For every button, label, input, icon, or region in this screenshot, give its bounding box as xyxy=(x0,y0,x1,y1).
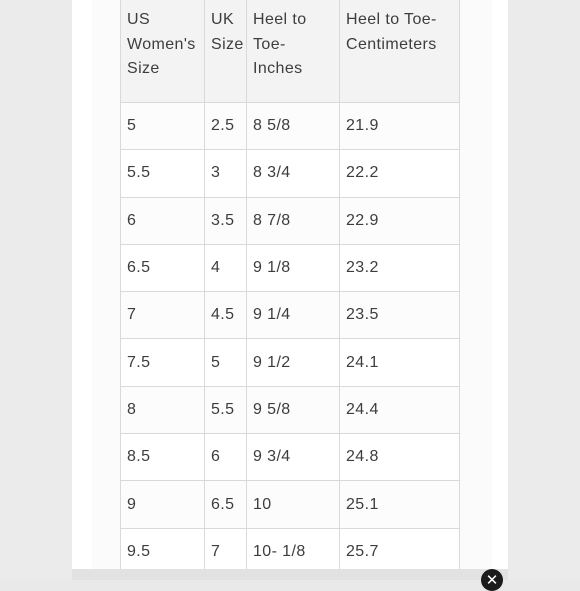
close-icon[interactable]: ✕ xyxy=(481,569,503,591)
cell-inches: 9 1/2 xyxy=(247,339,340,386)
cell-centimeters: 25.7 xyxy=(340,528,460,575)
header-heel-to-toe-cm: Heel to Toe- Centimeters xyxy=(340,0,460,103)
table-row xyxy=(121,103,460,150)
cell-uk-size: 3.5 xyxy=(205,197,247,244)
cell-inches: 9 3/4 xyxy=(247,434,340,481)
cell-uk-size: 6 xyxy=(205,434,247,481)
size-chart-table xyxy=(120,0,460,576)
cell-us-size: 9 xyxy=(121,481,205,528)
cell-centimeters: 21.9 xyxy=(340,103,460,150)
table-row xyxy=(121,434,460,481)
table-row xyxy=(121,197,460,244)
cell-inches: 9 5/8 xyxy=(247,386,340,433)
header-uk-size: UK Size xyxy=(205,0,247,103)
cell-us-size: 5.5 xyxy=(121,150,205,197)
cell-us-size: 7 xyxy=(121,292,205,339)
cell-us-size: 7.5 xyxy=(121,339,205,386)
cell-inches: 10 xyxy=(247,481,340,528)
cell-centimeters: 22.9 xyxy=(340,197,460,244)
cell-us-size: 6 xyxy=(121,197,205,244)
cell-inches: 8 5/8 xyxy=(247,103,340,150)
cell-centimeters: 24.8 xyxy=(340,434,460,481)
header-us-size: US Women's Size xyxy=(121,0,205,103)
cell-inches: 10- 1/8 xyxy=(247,528,340,575)
cell-centimeters: 24.4 xyxy=(340,386,460,433)
table-row xyxy=(121,150,460,197)
table-row xyxy=(121,292,460,339)
left-margin xyxy=(0,0,72,580)
header-row xyxy=(121,0,460,103)
cell-inches: 9 1/8 xyxy=(247,244,340,291)
bottom-edge xyxy=(72,569,508,580)
cell-centimeters: 23.5 xyxy=(340,292,460,339)
table-row xyxy=(121,386,460,433)
cell-us-size: 9.5 xyxy=(121,528,205,575)
cell-uk-size: 4 xyxy=(205,244,247,291)
cell-uk-size: 3 xyxy=(205,150,247,197)
cell-inches: 8 3/4 xyxy=(247,150,340,197)
cell-centimeters: 25.1 xyxy=(340,481,460,528)
cell-centimeters: 24.1 xyxy=(340,339,460,386)
header-heel-to-toe-inches: Heel to Toe- Inches xyxy=(247,0,340,103)
cell-uk-size: 5.5 xyxy=(205,386,247,433)
table-row xyxy=(121,244,460,291)
table-row xyxy=(121,339,460,386)
cell-us-size: 8 xyxy=(121,386,205,433)
cell-centimeters: 22.2 xyxy=(340,150,460,197)
cell-inches: 9 1/4 xyxy=(247,292,340,339)
cell-uk-size: 4.5 xyxy=(205,292,247,339)
cell-inches: 8 7/8 xyxy=(247,197,340,244)
cell-uk-size: 6.5 xyxy=(205,481,247,528)
cell-uk-size: 7 xyxy=(205,528,247,575)
cell-centimeters: 23.2 xyxy=(340,244,460,291)
table-row xyxy=(121,481,460,528)
cell-uk-size: 5 xyxy=(205,339,247,386)
right-margin xyxy=(508,0,580,580)
cell-us-size: 5 xyxy=(121,103,205,150)
cell-uk-size: 2.5 xyxy=(205,103,247,150)
cell-us-size: 6.5 xyxy=(121,244,205,291)
cell-us-size: 8.5 xyxy=(121,434,205,481)
